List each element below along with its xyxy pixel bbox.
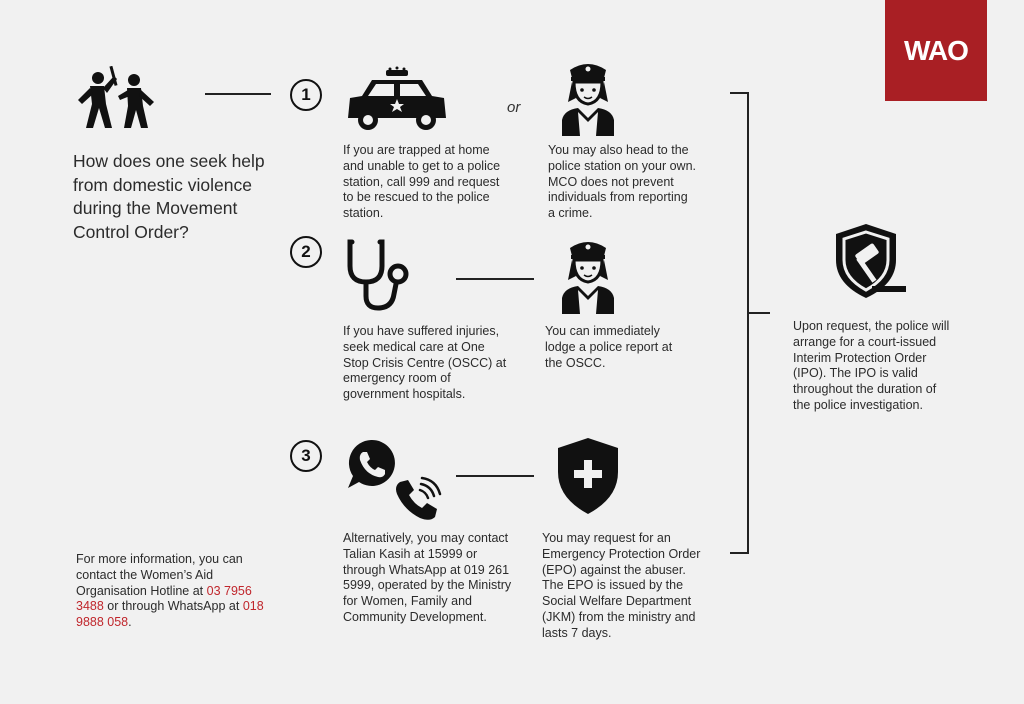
ipo-text: Upon request, the police will arrange for a court-issued Interim Protection Order (IPO). The IPO is valid throughout the duration of the police investigation. [793,319,950,412]
stethoscope-icon [344,238,410,312]
connector-line [205,93,271,95]
connector-line [456,475,534,477]
phone-icon [394,476,448,522]
wao-logo [885,0,987,101]
step-number-1: 1 [290,79,322,111]
page-title: How does one seek help from domestic violence during the Movement Control Order? [73,151,265,242]
step-1-left-text: If you are trapped at home and unable to get to a police station, call 999 and request to be rescued to the police station. [343,143,501,221]
step-number-2: 2 [290,236,322,268]
bracket [730,92,750,554]
step-number-3: 3 [290,440,322,472]
footer-info [76,552,264,631]
or-connector: or [507,99,521,116]
step-3-left-text: Alternatively, you may contact Talian Kasih at 15999 or through WhatsApp at 019 261 5999, operated by the Ministry for Women, Family and Community Development. [343,531,512,624]
footer-intro: For more information, you can contact the Women’s Aid Organisation Hotline at [76,552,243,598]
police-car-icon [346,66,448,132]
policewoman-icon [558,236,618,314]
step-2-left-text: If you have suffered injuries, seek medical care at One Stop Crisis Centre (OSCC) at emergency room of government hospitals. [343,324,507,402]
logo-text: WAO [904,34,968,66]
step-1-right-text: You may also head to the police station on your own. MCO does not prevent individuals from reporting a crime. [548,143,697,221]
policewoman-icon [558,58,618,136]
step-2-right-text: You can immediately lodge a police report at the OSCC. [545,324,673,370]
whatsapp-icon [345,438,397,492]
fighting-people-icon [76,66,156,132]
step-3-right-text: You may request for an Emergency Protection Order (EPO) against the abuser. The EPO is issued by the Social Welfare Department (JKM) from the ministry and lasts 7 days. [542,531,701,640]
hotline-number[interactable]: 03 7956 3488 [76,583,252,614]
shield-gavel-icon [830,222,910,302]
footer-end: . [128,615,132,630]
whatsapp-number[interactable]: 018 9888 058 [76,599,264,630]
connector-line [456,278,534,280]
shield-plus-icon [554,436,622,516]
footer-middle: or through WhatsApp at [107,599,240,614]
